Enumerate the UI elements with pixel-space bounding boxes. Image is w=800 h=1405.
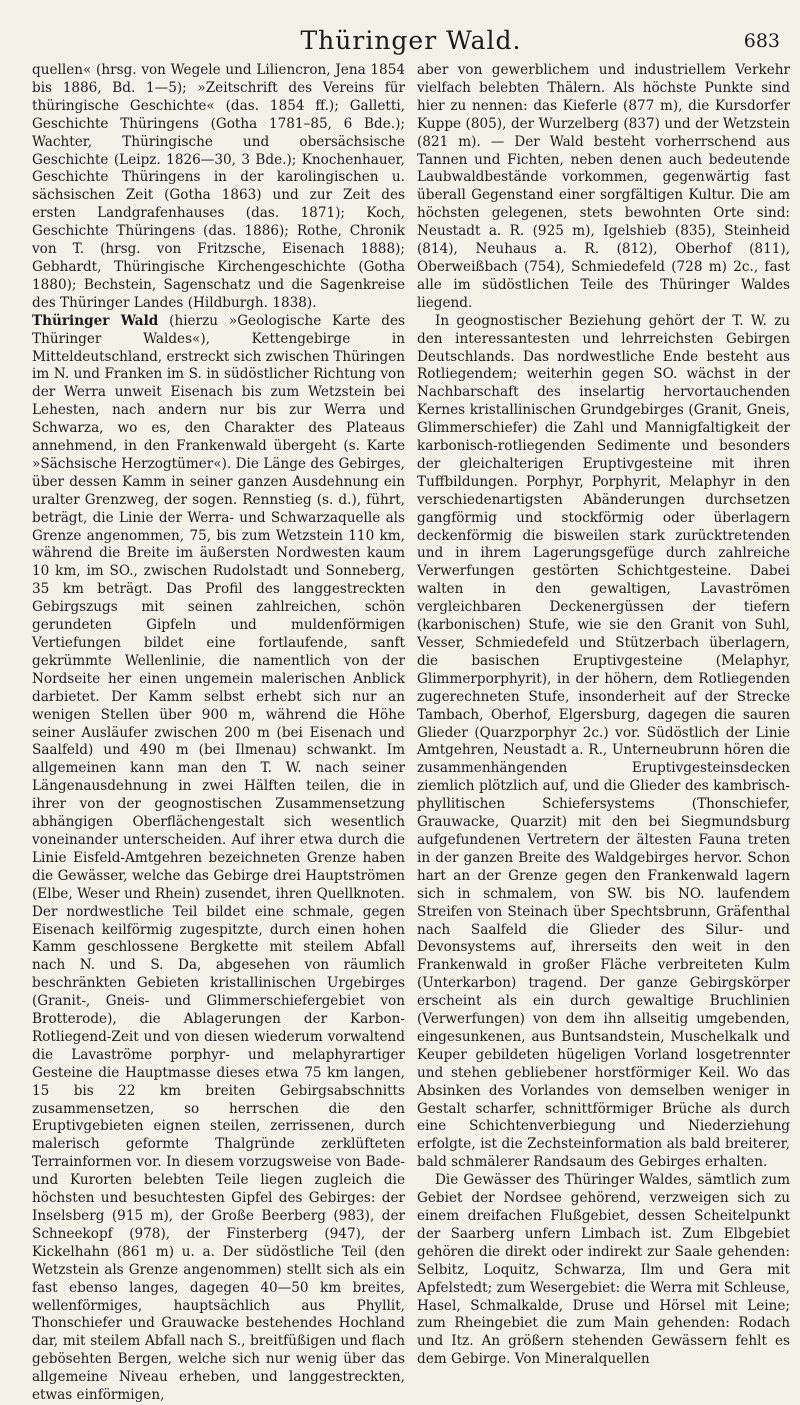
right-column <box>417 62 790 1368</box>
running-title: Thüringer Wald. <box>300 26 522 55</box>
entry-headword: Thüringer Wald <box>32 312 159 329</box>
paragraph-peaks-forest: aber von gewerblichem und industriellem Verkehr vielfach belebten Thälern. Als höchste Punkte sind hier zu nennen: das Kieferle (877 m), die Kursdorfer Kuppe (805), der Wurzelberg (837) und der Wetzstein (821 m). — Der Wald besteht vorherrschend aus Tannen und Fichten, neben denen auch bedeutende Laubwaldbestände vorkommen, gegenwärtig fast überall Gegenstand einer sorgfältigen Kultur. Die am höchsten gelegenen, stets bewohnten Orte sind: Neustadt a. R. (925 m), Igelshieb (835), Steinheid (814), Neuhaus a. R. (812), Oberhof (811), Oberweißbach (754), Schmiedefeld (728 m) 2c., fast alle im südöstlichen Teile des Thüringer Waldes liegend. <box>417 62 790 311</box>
text-columns <box>32 62 790 1404</box>
literature-paragraph: quellen« (hrsg. von Wegele und Liliencron, Jena 1854 bis 1886, Bd. 1—5); »Zeitschrift des Vereins für thüringische Geschichte« (das. 1854 ff.); Galletti, Geschichte Thüringens (Gotha 1781–85, 6 Bde.); Wachter, Thüringische und obersächsische Geschichte (Leipz. 1826—30, 3 Bde.); Knochenhauer, Geschichte Thüringens in der karolingischen u. sächsischen Zeit (Gotha 1863) und zur Zeit des ersten Landgrafenhauses (das. 1871); Koch, Geschichte Thüringens (das. 1886); Rothe, Chronik von T. (hrsg. von Fritzsche, Eisenach 1888); Gebhardt, Thüringische Kirchengeschichte (Gotha 1880); Bechstein, Sagenschatz und die Sagenkreise des Thüringer Landes (Hildburgh. 1838). <box>32 62 405 311</box>
left-column <box>32 62 406 1404</box>
page-number: 683 <box>743 30 780 52</box>
paragraph-geology: In geognostischer Beziehung gehört der T. W. zu den interessantesten und lehrreichsten Gebirgen Deutschlands. Das nordwestliche Ende besteht aus Rotliegendem; weiterhin gegen SO. wächst in der Nachbarschaft des inselartig hervortauchenden Kernes kristallinischen Grundgebirges (Granit, Gneis, Glimmerschiefer) die Zahl und Mannigfaltigkeit der karbonisch-rotliegenden Sedimente und besonders der gleichalterigen Eruptivgesteine mit ihren Tuffbildungen. Porphyr, Porphyrit, Melaphyr in den verschiedenartigsten Abänderungen durchsetzen gangförmig und stockförmig oder überlagern deckenförmig die bisweilen stark zurücktretenden und in ihrem Lagerungsgefüge durch zahlreiche Verwerfungen gestörten Schichtgesteine. Dabei walten in den gewaltigen, Lavaströmen vergleichbaren Deckenergüssen der tiefern (karbonischen) Stufe, wie sie den Granit von Suhl, Vesser, Schmiedefeld und Stützerbach überlagern, die basischen Eruptivgesteine (Melaphyr, Glimmerporphyrit), in der höhern, dem Rotliegenden zugerechneten Stufe, insonderheit auf der Strecke Tambach, Oberhof, Elgersburg, dagegen die sauren Glieder (Quarzporphyr 2c.) vor. Südöstlich der Linie Amtgehren, Neustadt a. R., Unterneubrunn hören die zusammenhängenden Eruptivgesteinsdecken ziemlich plötzlich auf, und die Glieder des kambrisch-phyllitischen Schiefersystems (Thonschiefer, Grauwacke, Quarzit) mit den bei Siegmundsburg aufgefundenen Vertretern der ältesten Fauna treten in der ganzen Breite des Waldgebirges hervor. Schon hart an der Grenze gegen den Frankenwald lagern sich in schmalem, von SW. bis NO. laufendem Streifen von Steinach über Spechtsbrunn, Gräfenthal nach Saalfeld die Glieder des Silur- und Devonsystems auf, ihrerseits den weit in den Frankenwald in großer Fläche verbreiteten Kulm (Unterkarbon) tragend. Der ganze Gebirgskörper erscheint als ein durch gewaltige Bruchlinien (Verwerfungen) von dem ihn allseitig umgebenden, eingesunkenen, aus Buntsandstein, Muschelkalk und Keuper gebildeten hügeligen Vorland losgetrennter und stehen gebliebener horstförmiger Keil. Wo das Absinken des Vorlandes von demselben weniger in Gestalt scharfer, schnittförmiger Brüche als durch eine Schichtenverbiegung und Niederziehung erfolgte, ist die Zechsteinformation als bald breiterer, bald schmälerer Randsaum des Gebirges erhalten. <box>417 312 790 1171</box>
entry-paragraph <box>32 313 405 1405</box>
page-header <box>32 0 790 62</box>
paragraph-waters: Die Gewässer des Thüringer Waldes, sämtlich zum Gebiet der Nordsee gehörend, verzweigen sich zu einem dreifachen Flußgebiet, dessen Scheitelpunkt der Saarberg unfern Limbach ist. Zum Elbgebiet gehören die direkt oder indirekt zur Saale gehenden: Selbitz, Loquitz, Schwarza, Ilm und Gera mit Apfelstedt; zum Wesergebiet: die Werra mit Schleuse, Hasel, Schmalkalde, Druse und Hörsel mit Leine; zum Rheingebiet die zum Main gehenden: Rodach und Itz. An größern stehenden Gewässern fehlt es dem Gebirge. Von Mineralquellen <box>417 1172 790 1368</box>
entry-body: (hierzu »Geologische Karte des Thüringer Waldes«), Kettengebirge in Mitteldeutschland, erstreckt sich zwischen Thüringen im N. und Franken im S. in südöstlicher Richtung von der Werra unweit Eisenach bis zum Wetzstein bei Lehesten, nach andern nur bis zur Werra und Schwarza, wo es, den Charakter des Plateaus annehmend, in den Frankenwald übergeht (s. Karte »Sächsische Herzogtümer«). Die Länge des Gebirges, über dessen Kamm in seiner ganzen Ausdehnung ein uralter Grenzweg, der sogen. Rennstieg (s. d.), führt, beträgt, die Linie der Werra- und Schwarzaquelle als Grenze angenommen, 75, bis zum Wetzstein 110 km, während die Breite im äußersten Nordwesten kaum 10 km, im SO., zwischen Rudolstadt und Sonneberg, 35 km beträgt. Das Profil des langgestreckten Gebirgszugs mit seinen zahlreichen, schön gerundeten Gipfeln und muldenförmigen Vertiefungen bildet eine fortlaufende, sanft gekrümmte Wellenlinie, die namentlich von der Nordseite her einen ungemein malerischen Anblick darbietet. Der Kamm selbst erhebt sich nur an wenigen Stellen über 900 m, während die Höhe seiner Ausläufer zwischen 200 m (bei Eisenach und Saalfeld) und 490 m (bei Ilmenau) schwankt. Im allgemeinen kann man den T. W. nach seiner Längenausdehnung in zwei Hälften teilen, die in ihrer von der geognostischen Zusammensetzung abhängigen Oberflächengestalt sich wesentlich voneinander unterscheiden. Auf ihrer etwa durch die Linie Eisfeld-Amtgehren bezeichneten Grenze haben die Gewässer, welche das Gebirge drei Hauptströmen (Elbe, Weser und Rhein) zusendet, ihren Quellknoten. Der nordwestliche Teil bildet eine schmale, gegen Eisenach keilförmig zugespitzte, durch einen hohen Kamm geschlossene Bergkette mit steilem Abfall nach N. und S. Da, abgesehen von räumlich beschränkten Gebieten kristallinischen Urgebirges (Granit-, Gneis- und Glimmerschiefergebiet von Brotterode), die Ablagerungen der Karbon-Rotliegend-Zeit und von diesen wiederum vorwaltend die Lavaströme porphyr- und melaphyrartiger Gesteine die Hauptmasse dieses etwa 75 km langen, 15 bis 22 km breiten Gebirgsabschnitts zusammensetzen, so herrschen die den Eruptivgebieten eignen steilen, zerrissenen, durch malerisch geformte Thalgründe zerklüfteten Terrainformen vor. In diesem vorzugsweise von Bade- und Kurorten belebten Teile liegen zugleich die höchsten und besuchtesten Gipfel des Gebirges: der Inselsberg (915 m), der Große Beerberg (983), der Schneekopf (978), der Finsterberg (947), der Kickelhahn (861 m) u. a. Der südöstliche Teil (den Wetzstein als Grenze angenommen) stellt sich als ein fast ebenso langes, dagegen 40—50 km breites, wellenförmiges, hauptsächlich aus Phyllit, Thonschiefer und Grauwacke bestehendes Hochland dar, mit steilem Abfall nach S., breitfüßigen und flach gebösehten Bergen, welche sich nur wenig über das allgemeine Niveau erheben, und langgestreckten, etwas einförmigen, <box>32 312 406 1404</box>
